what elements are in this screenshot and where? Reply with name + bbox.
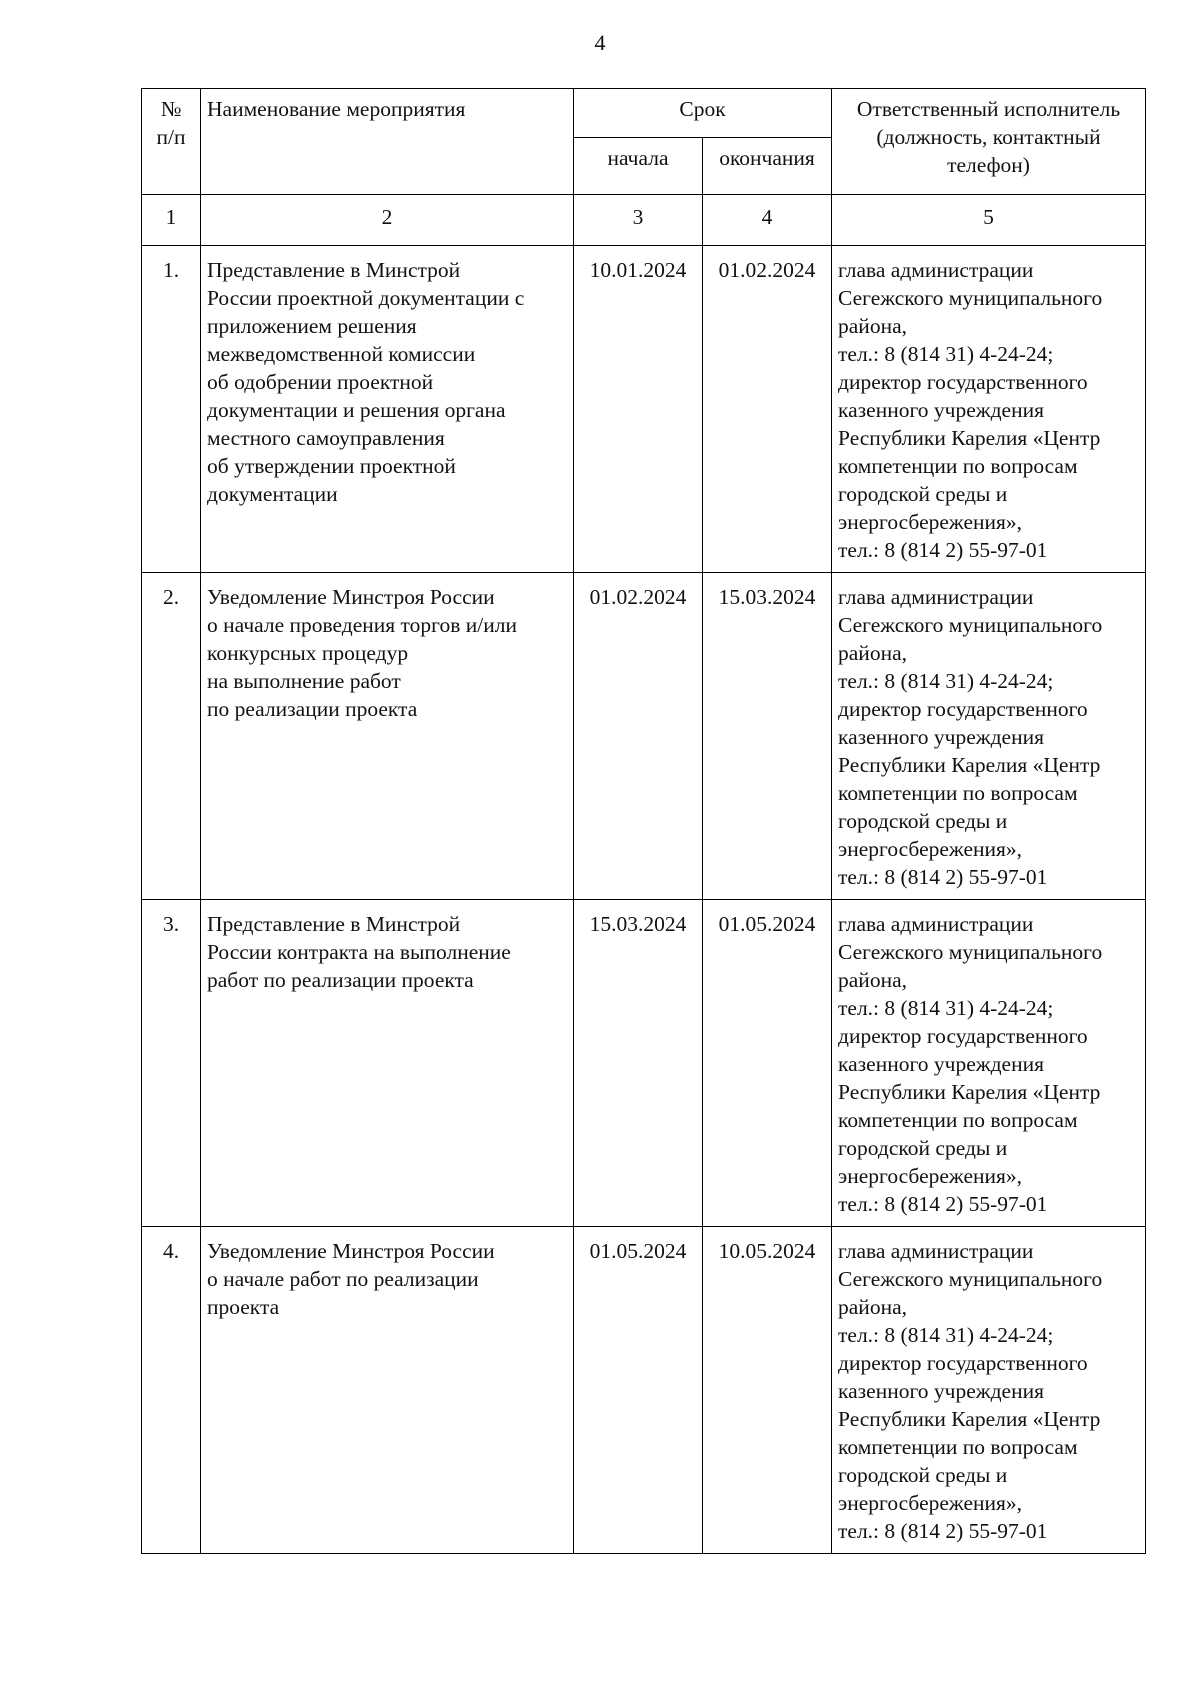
start-date: 15.03.2024	[574, 900, 703, 1227]
start-date: 01.02.2024	[574, 573, 703, 900]
responsible-contact: глава администрации Сегежского муниципального района, тел.: 8 (814 31) 4-24-24; директор государственного казенного учреждения Республики Карелия «Центр компетенции по вопросам городской среды и энергосбережения», тел.: 8 (814 2) 55-97-01	[832, 573, 1146, 900]
row-number: 1.	[142, 246, 201, 573]
header-end	[703, 138, 832, 195]
header-name-label: Наименование мероприятия	[207, 97, 466, 121]
header-term	[574, 89, 832, 138]
header-num-label: № п/п	[156, 97, 186, 149]
row-number: 3.	[142, 900, 201, 1227]
row-number: 2.	[142, 573, 201, 900]
header-start	[574, 138, 703, 195]
header-row	[142, 89, 1146, 138]
table-row	[142, 1227, 1146, 1554]
end-date: 15.03.2024	[703, 573, 832, 900]
responsible-contact: глава администрации Сегежского муниципального района, тел.: 8 (814 31) 4-24-24; директор государственного казенного учреждения Республики Карелия «Центр компетенции по вопросам городской среды и энергосбережения», тел.: 8 (814 2) 55-97-01	[832, 900, 1146, 1227]
end-date: 01.05.2024	[703, 900, 832, 1227]
header-responsible	[832, 89, 1146, 195]
header-term-label: Срок	[679, 97, 726, 121]
table-row	[142, 900, 1146, 1227]
header-name	[201, 89, 574, 195]
table-row	[142, 573, 1146, 900]
event-name: Представление в Минстрой России контракта на выполнение работ по реализации проекта	[201, 900, 574, 1227]
header-end-label: окончания	[719, 146, 815, 170]
responsible-contact: глава администрации Сегежского муниципального района, тел.: 8 (814 31) 4-24-24; директор государственного казенного учреждения Республики Карелия «Центр компетенции по вопросам городской среды и энергосбережения», тел.: 8 (814 2) 55-97-01	[832, 1227, 1146, 1554]
row-number: 4.	[142, 1227, 201, 1554]
start-date: 01.05.2024	[574, 1227, 703, 1554]
column-number: 4	[703, 195, 832, 246]
page-number: 4	[594, 30, 606, 55]
column-number: 5	[832, 195, 1146, 246]
schedule-table	[141, 88, 1146, 1554]
column-number: 2	[201, 195, 574, 246]
column-number-row	[142, 195, 1146, 246]
header-responsible-label: Ответственный исполнитель (должность, контактный телефон)	[856, 97, 1121, 177]
header-start-label: начала	[607, 146, 669, 170]
event-name: Представление в Минстрой России проектной документации с приложением решения межведомственной комиссии об одобрении проектной документации и решения органа местного самоуправления об утверждении проектной документации	[201, 246, 574, 573]
end-date: 10.05.2024	[703, 1227, 832, 1554]
table-row	[142, 246, 1146, 573]
event-name: Уведомление Минстроя России о начале работ по реализации проекта	[201, 1227, 574, 1554]
column-number: 3	[574, 195, 703, 246]
start-date: 10.01.2024	[574, 246, 703, 573]
event-name: Уведомление Минстроя России о начале проведения торгов и/или конкурсных процедур на выполнение работ по реализации проекта	[201, 573, 574, 900]
end-date: 01.02.2024	[703, 246, 832, 573]
responsible-contact: глава администрации Сегежского муниципального района, тел.: 8 (814 31) 4-24-24; директор государственного казенного учреждения Республики Карелия «Центр компетенции по вопросам городской среды и энергосбережения», тел.: 8 (814 2) 55-97-01	[832, 246, 1146, 573]
column-number: 1	[142, 195, 201, 246]
header-num	[142, 89, 201, 195]
